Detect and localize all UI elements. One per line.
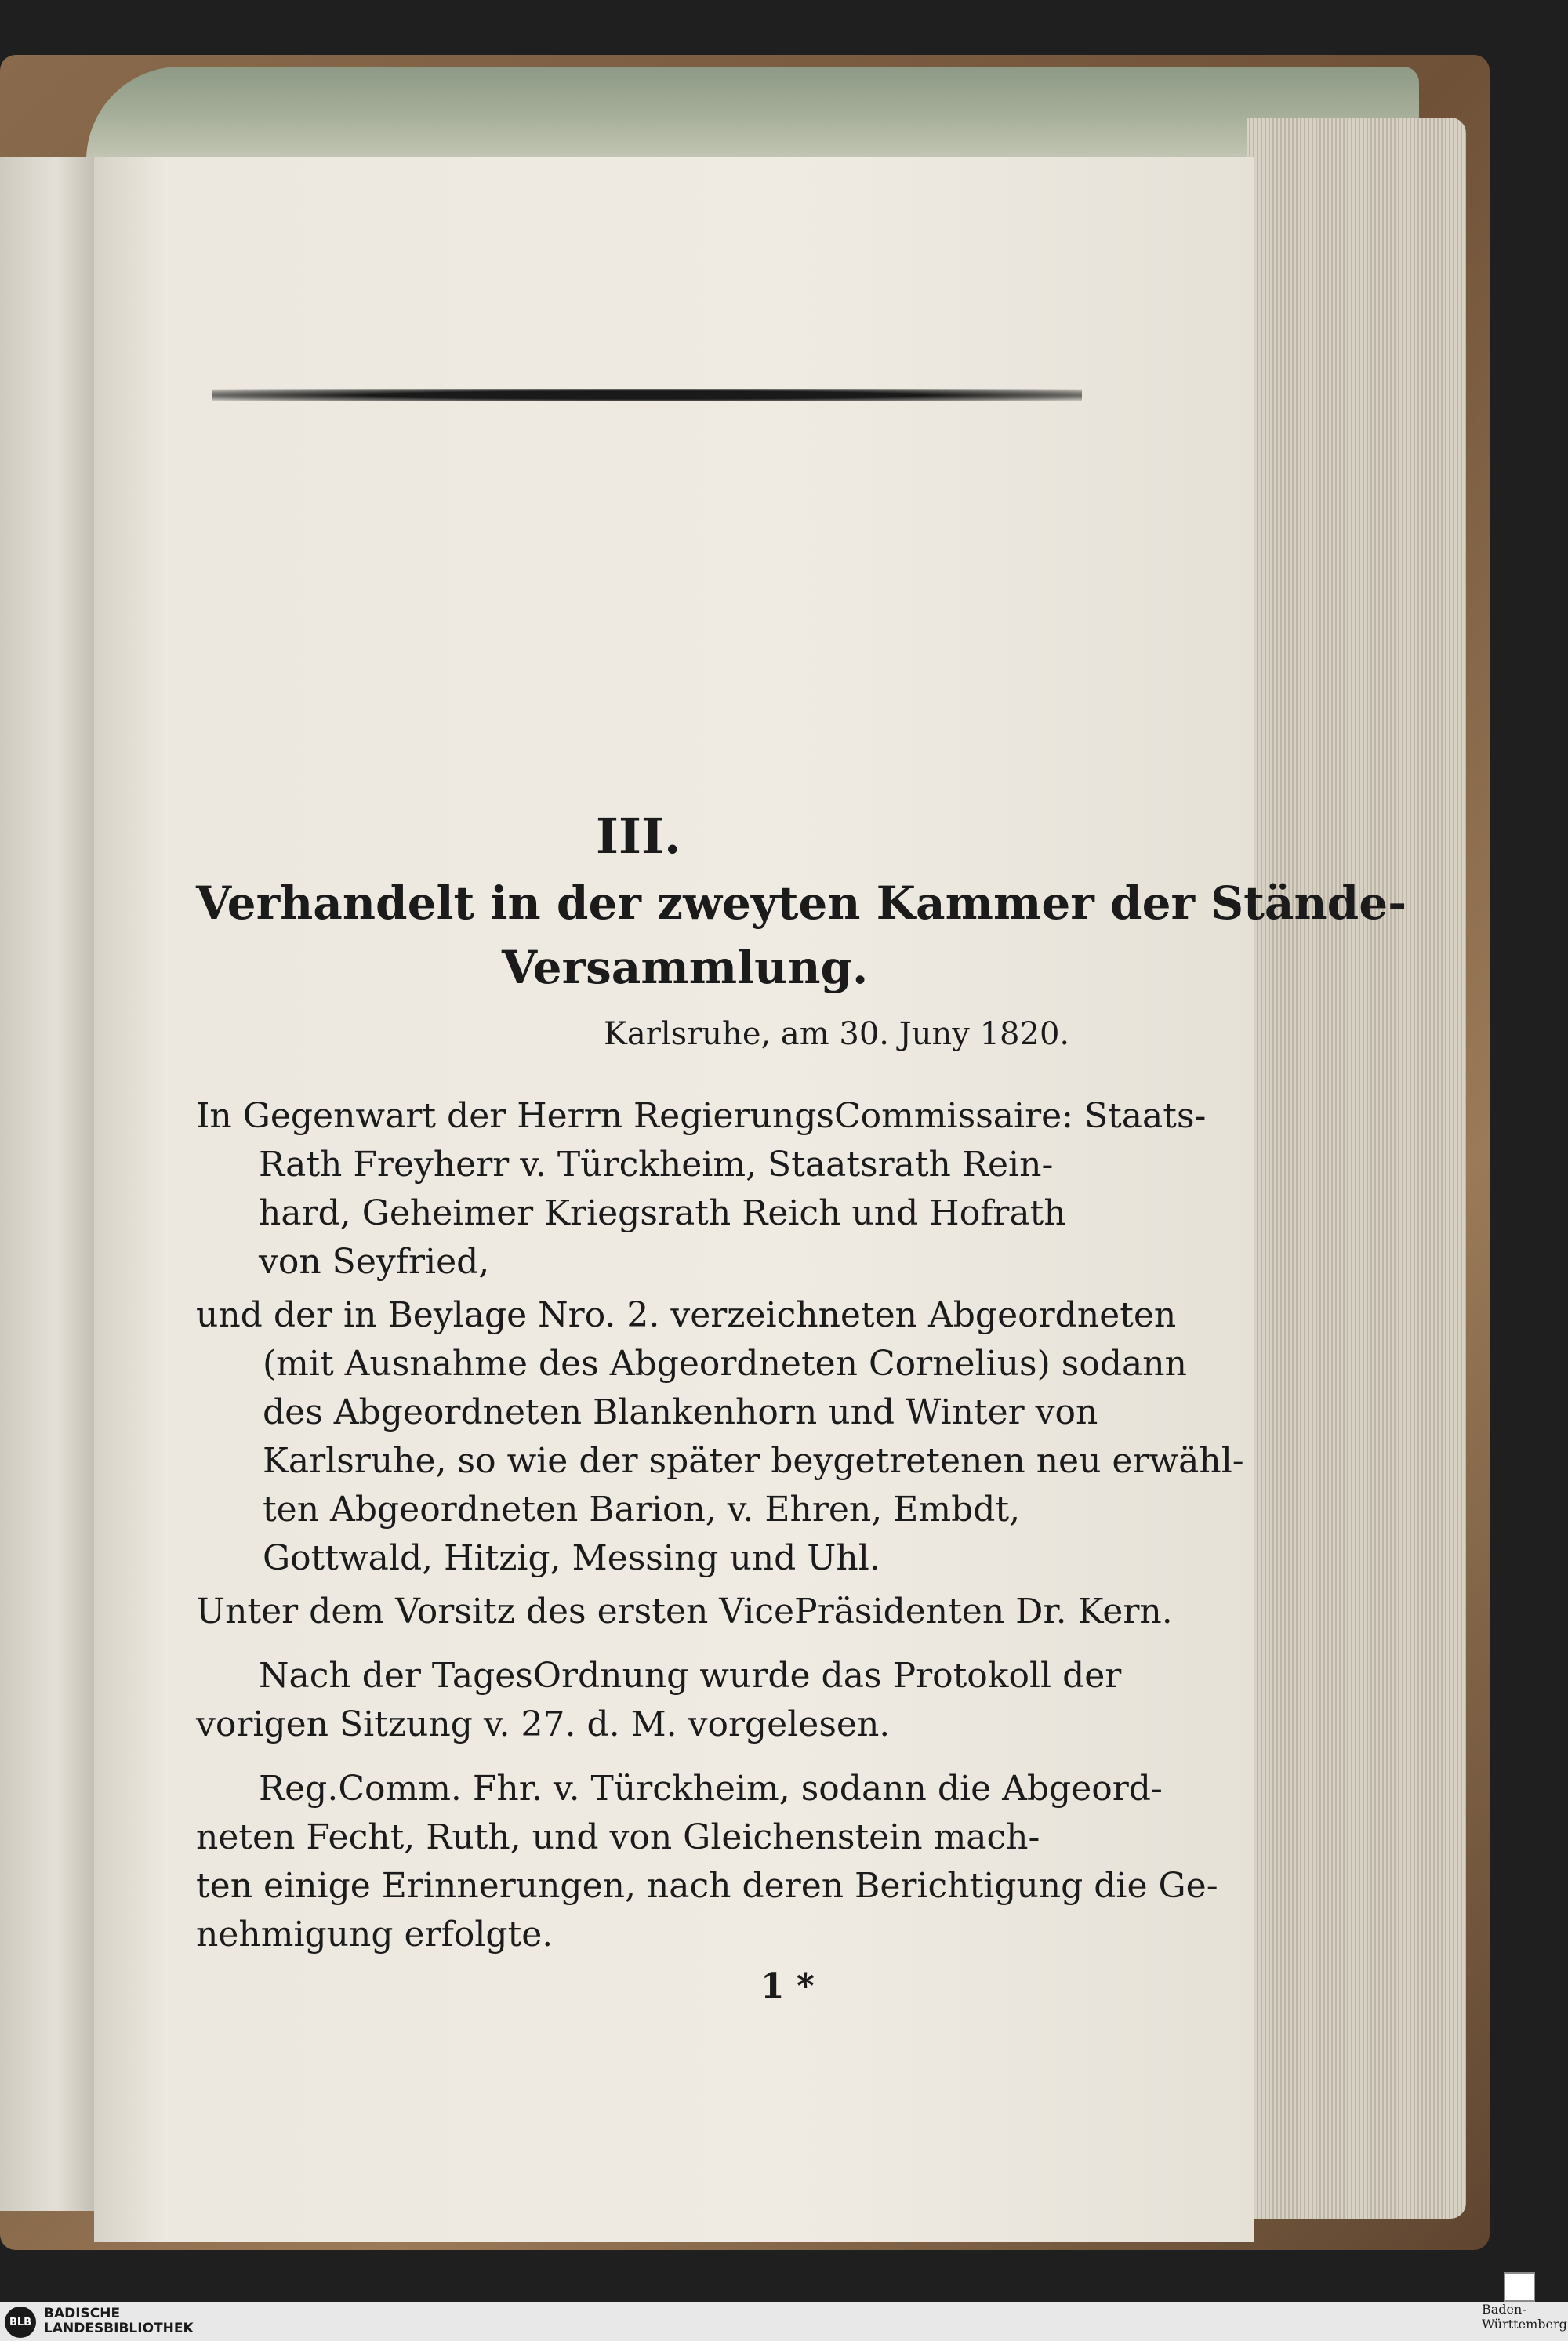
section-numeral: III. xyxy=(596,808,681,865)
paragraph-4-line-2: vorigen Sitzung v. 27. d. M. vorgelesen. xyxy=(196,1704,891,1744)
heading-line-1: Verhandelt in der zweyten Kammer der Stände- xyxy=(196,877,1407,930)
paragraph-2-line-2: (mit Ausnahme des Abgeordneten Cornelius) sodann xyxy=(263,1344,1187,1384)
paragraph-2-line-6: Gottwald, Hitzig, Messing und Uhl. xyxy=(263,1538,880,1578)
paragraph-5-line-2: neten Fecht, Ruth, und von Gleichenstein mach- xyxy=(196,1817,1040,1857)
paragraph-1-line-4: von Seyfried, xyxy=(259,1242,490,1282)
state-label: Baden-Württemberg xyxy=(1482,2302,1567,2332)
paragraph-2-line-5: ten Abgeordneten Barion, v. Ehren, Embdt, xyxy=(263,1490,1021,1530)
paragraph-4-line-1: Nach der TagesOrdnung wurde das Protokoll der xyxy=(259,1656,1122,1696)
library-logo-icon: BLB xyxy=(5,2307,36,2338)
paragraph-2-line-3: des Abgeordneten Blankenhorn und Winter von xyxy=(263,1392,1098,1432)
heading-line-2: Versammlung. xyxy=(502,941,869,994)
footer-bar xyxy=(0,2302,1568,2341)
signature-mark: 1 * xyxy=(760,1966,815,2006)
paragraph-1-line-1: In Gegenwart der Herrn RegierungsCommissaire: Staats- xyxy=(196,1096,1207,1136)
page-top-edge xyxy=(86,67,1419,169)
library-name-line-2: LANDESBIBLIOTHEK xyxy=(44,2321,194,2336)
paragraph-2-line-1: und der in Beylage Nro. 2. verzeichneten Abgeordneten xyxy=(196,1295,1177,1335)
library-name-line-1: BADISCHE xyxy=(44,2306,121,2321)
place-date: Karlsruhe, am 30. Juny 1820. xyxy=(604,1016,1070,1052)
left-page xyxy=(0,157,94,2211)
paragraph-5-line-3: ten einige Erinnerungen, nach deren Berichtigung die Ge- xyxy=(196,1866,1218,1906)
paragraph-1-line-3: hard, Geheimer Kriegsrath Reich und Hofrath xyxy=(259,1193,1066,1233)
paragraph-1-line-2: Rath Freyherr v. Türckheim, Staatsrath Rein- xyxy=(259,1145,1054,1185)
state-crest-icon xyxy=(1504,2272,1535,2302)
paragraph-5-line-4: nehmigung erfolgte. xyxy=(196,1915,554,1954)
library-name xyxy=(44,2307,194,2336)
paragraph-3-line-1: Unter dem Vorsitz des ersten VicePräsidenten Dr. Kern. xyxy=(196,1592,1173,1631)
paragraph-2-line-4: Karlsruhe, so wie der später beygetretenen neu erwähl- xyxy=(263,1441,1244,1481)
paragraph-5-line-1: Reg.Comm. Fhr. v. Türckheim, sodann die Abgeord- xyxy=(259,1769,1163,1809)
decorative-rule xyxy=(212,389,1082,401)
page-stack-edge xyxy=(1247,118,1466,2219)
